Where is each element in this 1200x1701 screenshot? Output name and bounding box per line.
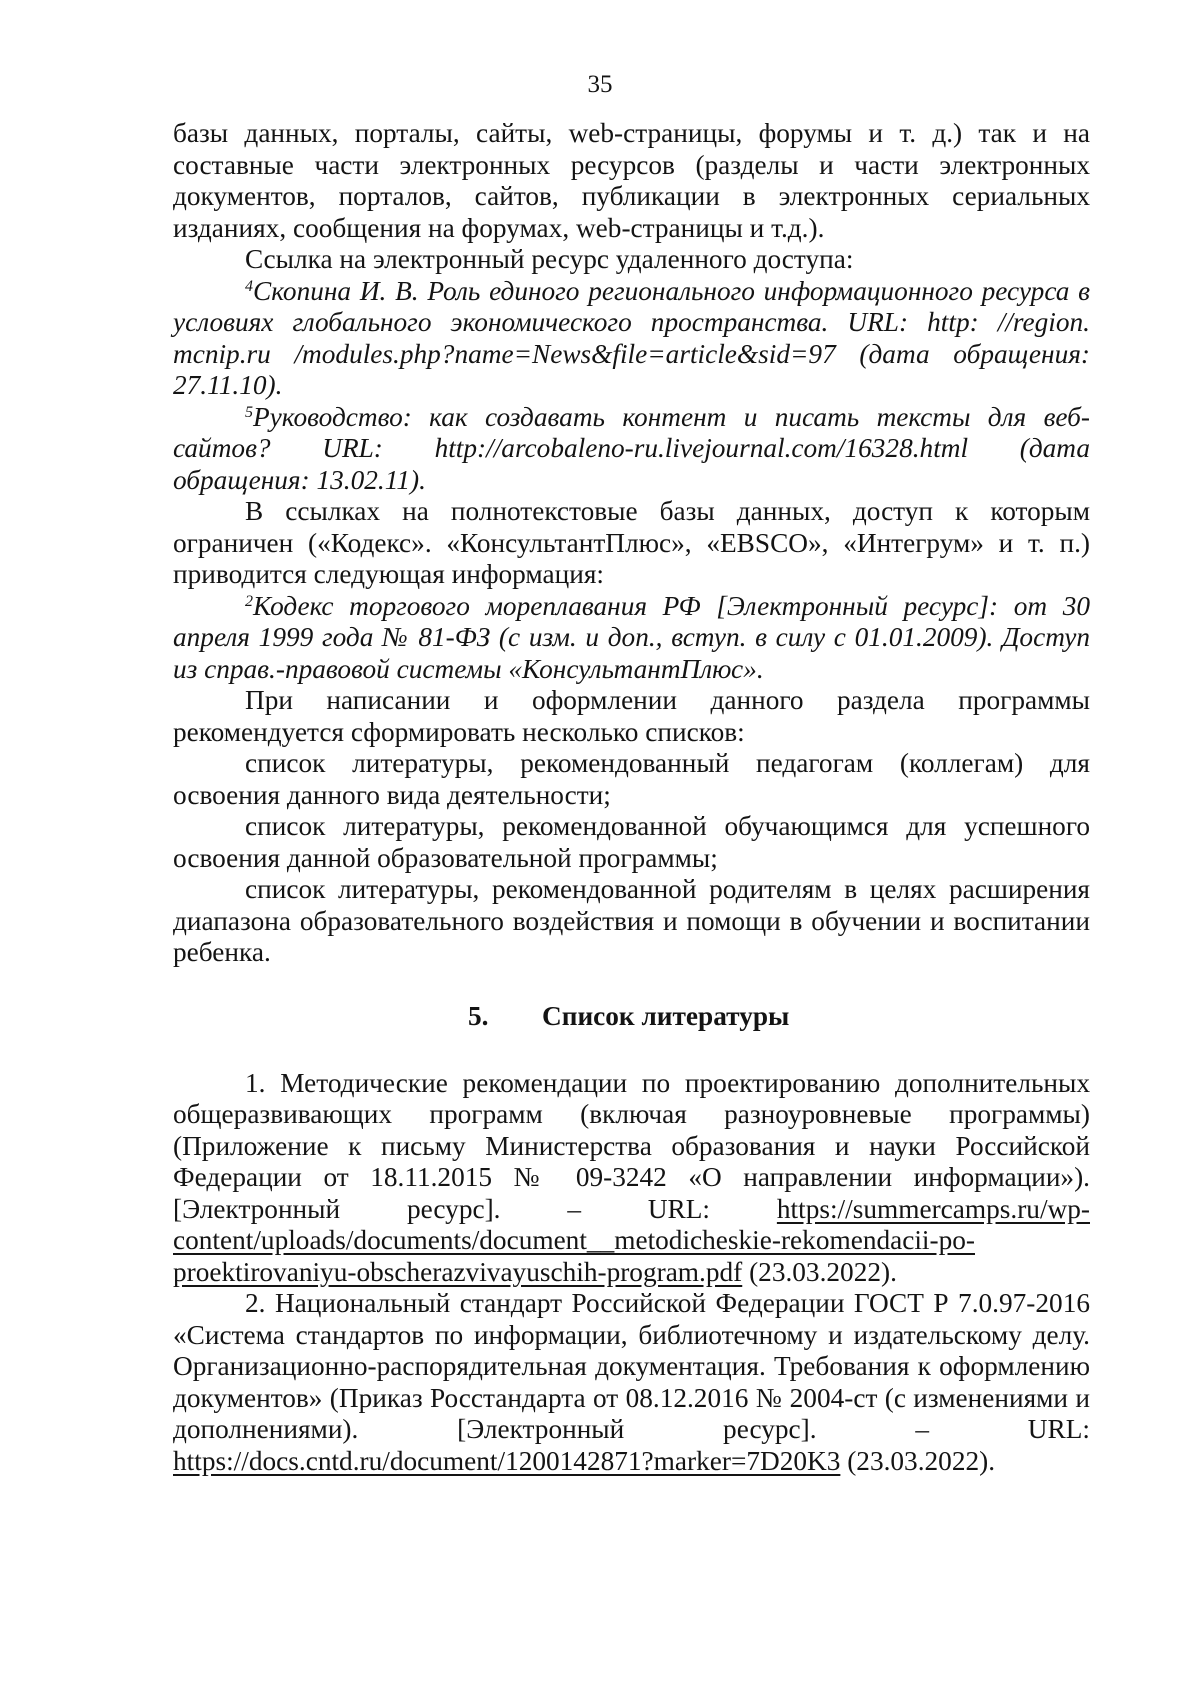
remote-access-label: Ссылка на электронный ресурс удаленного доступа: — [245, 244, 854, 274]
reference-4 — [173, 276, 1090, 402]
section-title: Список литературы — [542, 1000, 790, 1031]
page-number: 35 — [587, 71, 613, 98]
literature-text: 1. Методические рекомендации по проектированию дополнительных общеразвивающих программ (включая разноуровневые программы) (Приложение к письму Министерства образования и науки Российской Федерации от 18.11.2015 № 09-3242 «О направлении информации»). [Электронный ресурс]. – URL: — [173, 1067, 1090, 1224]
reference-text: Скопина И. В. Роль единого регионального информационного ресурса в условиях глобального экономического пространства. URL: http: //region. mcnip.ru /modules.php?name=News&file=article&sid=97 (дата обращения: 27.11.10). — [173, 275, 1090, 400]
reference-2 — [173, 591, 1090, 686]
list-teachers: список литературы, рекомендованный педагогам (коллегам) для освоения данного вида деятельности; — [173, 748, 1090, 810]
fulltext-paragraph: В ссылках на полнотекстовые базы данных, доступ к которым ограничен («Кодекс». «КонсультантПлюс», «EBSCO», «Интегрум» и т. п.) приводится следующая информация: — [173, 496, 1090, 589]
list-students: список литературы, рекомендованной обучающимся для успешного освоения данной образовательной программы; — [173, 811, 1090, 873]
list-parents: список литературы, рекомендованной родителям в целях расширения диапазона образовательного воздействия и помощи в обучении и воспитании ребенка. — [173, 874, 1090, 967]
lists-intro: При написании и оформлении данного раздела программы рекомендуется сформировать несколько списков: — [173, 685, 1090, 747]
literature-url-link[interactable]: https://docs.cntd.ru/document/1200142871?marker=7D20K3 — [173, 1445, 841, 1476]
reference-5 — [173, 402, 1090, 497]
section-heading — [173, 1000, 1090, 1032]
literature-date: (23.03.2022). — [742, 1256, 897, 1287]
footnote-number: 4 — [245, 277, 253, 295]
footnote-number: 5 — [245, 403, 253, 421]
literature-text: 2. Национальный стандарт Российской Федерации ГОСТ Р 7.0.97-2016 «Система стандартов по информации, библиотечному и издательскому делу. Организационно-распорядительная документация. Требования к оформлению документов» (Приказ Росстандарта от 08.12.2016 № 2004-ст (с изменениями и дополнениями). [Электронный ресурс]. – URL: — [173, 1288, 1090, 1444]
literature-item-2 — [173, 1288, 1090, 1477]
reference-text: Руководство: как создавать контент и писать тексты для веб-сайтов? URL: http://arcobaleno-ru.livejournal.com/16328.html (дата обращения: 13.02.11). — [173, 401, 1090, 495]
intro-paragraph: базы данных, порталы, сайты, web-страницы, форумы и т. д.) так и на составные части электронных ресурсов (разделы и части электронных документов, порталов, сайтов, публикации в электронных сериальных изданиях, сообщения на форумах, web-страницы и т.д.). — [173, 118, 1090, 243]
literature-item-1 — [173, 1068, 1090, 1289]
document-body — [173, 118, 1090, 1477]
section-number: 5. — [468, 1000, 489, 1031]
literature-url-link[interactable]: https://summercamps.ru/wp-content/uploads/documents/document__metodicheskie-rekomendacii-po-proektirovaniyu-obscherazvivayuschih-program.pdf — [173, 1193, 1090, 1287]
reference-text: Кодекс торгового мореплавания РФ [Электронный ресурс]: от 30 апреля 1999 года № 81-ФЗ (с изм. и доп., вступ. в силу с 01.01.2009). Доступ из справ.-правовой системы «КонсультантПлюс». — [173, 590, 1090, 684]
literature-date: (23.03.2022). — [840, 1445, 996, 1476]
footnote-number: 2 — [245, 592, 253, 610]
